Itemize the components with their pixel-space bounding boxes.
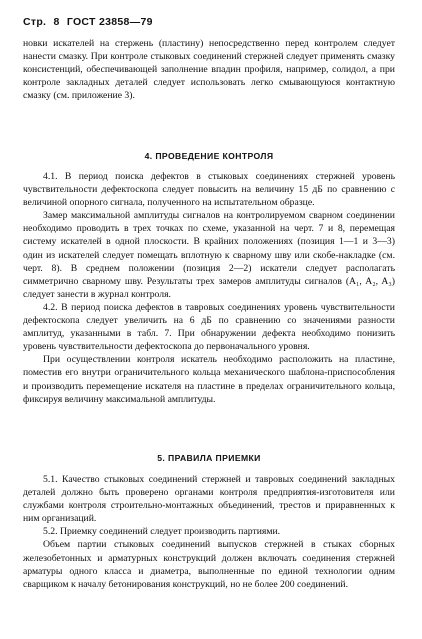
paragraph-5-1: 5.1. Качество стыковых соединений стержней и тавровых соединений закладных деталей должно быть проверено органами контроля предприятия-изготовителя или службами контроля строительно-монтажных объединений, трестов и приравненных к ним организаций.: [23, 474, 395, 525]
paragraph-4-2: 4.2. В период поиска дефектов в тавровых соединениях уровень чувствительности дефектоскопа следует увеличить на 6 дБ по сравнению со значениями разности амплитуд, указанными в табл. 7. При обнаружении дефекта необходимо понизить уровень чувствительности дефектоскопа до первоначального уровня.: [23, 301, 395, 353]
section-4-heading-wrap: [23, 151, 395, 161]
intro-paragraph: новки искателей на стержень (пластину) непосредственно перед контролем следует нанести смазку. При контроле стыковых соединений стержней следует применять смазку консистенций, обеспечивающей заполнение впадин профиля, например, солидол, а при контроле закладных деталей следует использовать легко смывающуюся контактную смазку (см. приложение 3).: [23, 38, 395, 102]
section-5-heading: 5. ПРАВИЛА ПРИЕМКИ: [157, 453, 261, 463]
standard-code: ГОСТ 23858—79: [66, 16, 153, 28]
paragraph-4-1-measurement: Замер максимальной амплитуды сигналов на контролируемом сварном соединении необходимо проводить в трех точках по схеме, указанной на черт. 7 и 8, перемещая систему искателей в одной плоскости. В крайних положениях (позиция 1—1 и 3—3) один из искателей следует помещать вплотную к сварному шву или скобе-накладке (см. черт. 8). В среднем положении (позиция 2—2) искатели следует располагать симметрично сварному шву. Результаты трех замеров амплитуды сигналов (A₁, A₂, A₃) следует занести в журнал контроля.: [23, 210, 395, 300]
intro-block: [23, 37, 395, 102]
paragraph-4-1: 4.1. В период поиска дефектов в стыковых соединениях стержней уровень чувствительности дефектоскопа следует повысить на величину 15 дБ по сравнению с величиной опорного сигнала, полученного на испытательном образце.: [23, 171, 395, 209]
paragraph-4-2-procedure: При осуществлении контроля искатель необходимо расположить на пластине, поместив его внутри ограничительного кольца механического шаблона-приспособления и производить перемещение искателя на пластине в пределах ограничительного кольца, фиксируя величину максимальной амплитуды.: [23, 354, 395, 405]
paragraph-5-2-batch: Объем партии стыковых соединений выпусков стержней в стыках сборных железобетонных и арматурных конструкций должен включать соединения стержней арматуры одного класса и диаметра, выполненные по единой технологии одним сварщиком к началу бетонирования конструкций, но не более 200 соединений.: [23, 539, 395, 590]
section-4-body: [23, 170, 395, 406]
page-number: 8: [53, 16, 60, 28]
section-4-heading: 4. ПРОВЕДЕНИЕ КОНТРОЛЯ: [144, 151, 274, 161]
section-5-body: [23, 473, 395, 591]
page-header: [23, 16, 157, 28]
page-label: Стр.: [23, 16, 47, 28]
paragraph-5-2: 5.2. Приемку соединений следует производить партиями.: [43, 526, 281, 538]
section-5-heading-wrap: [23, 453, 395, 463]
